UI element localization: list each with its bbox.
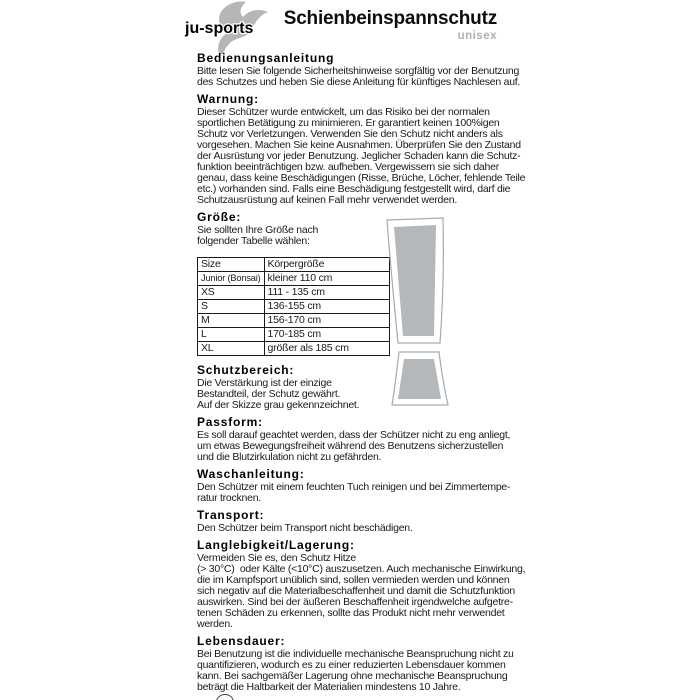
logo-text: ju-sports bbox=[185, 20, 254, 37]
text-line: Den Schützer beim Transport nicht beschädigen. bbox=[197, 522, 413, 534]
header-title-block bbox=[265, 7, 497, 43]
text-line: quantifizieren, wodurch es zu einer reduzierten Lebensdauer kommen bbox=[197, 659, 506, 671]
table-cell: größer als 185 cm bbox=[264, 342, 389, 356]
section-passform bbox=[197, 416, 519, 463]
table-cell: M bbox=[198, 314, 265, 328]
text-line: Es soll darauf geachtet werden, dass der Schützer nicht zu eng anliegt, bbox=[197, 429, 511, 441]
section-heading: Bedienungsanleitung bbox=[197, 51, 335, 65]
text-line: Schutzausrüstung auf keinen Fall mehr verwendet werden. bbox=[197, 194, 457, 206]
text-line: Sie sollten Ihre Größe nach bbox=[197, 224, 319, 236]
section-heading: Passform: bbox=[197, 415, 263, 429]
table-row bbox=[198, 314, 390, 328]
text-line: werden. bbox=[197, 618, 233, 630]
section-warnung bbox=[197, 92, 526, 206]
text-line: und die Blutzirkulation nicht zu gefährden. bbox=[197, 451, 382, 463]
section-bedienungsanleitung bbox=[197, 52, 519, 88]
table-cell: XL bbox=[198, 342, 265, 356]
section-transport bbox=[197, 509, 519, 534]
table-cell: S bbox=[198, 300, 265, 314]
section-heading: Größe: bbox=[197, 210, 242, 224]
table-cell: Junior (Bonsai) bbox=[198, 272, 265, 286]
text-line: Bestandteil, der Schutz gewährt. bbox=[197, 388, 341, 400]
text-line: Dieser Schützer wurde entwickelt, um das Risiko bei der normalen bbox=[197, 106, 490, 118]
text-line: ratur trocknen. bbox=[197, 492, 261, 504]
section-heading: Transport: bbox=[197, 508, 265, 522]
text-line: Schutz vor Verletzungen. Verwenden Sie den Schutz nicht anders als bbox=[197, 128, 503, 140]
table-cell: 170-185 cm bbox=[264, 328, 389, 342]
section-heading: Schutzbereich: bbox=[197, 363, 295, 377]
col-header-koerpergroesse: Körpergröße bbox=[264, 258, 389, 272]
text-line: die im Kampfsport unüblich sind, sollen vermieden werden und können bbox=[197, 574, 510, 586]
table-row bbox=[198, 272, 390, 286]
text-line: tenen Schäden zu erkennen, sollte das Produkt nicht mehr verwendet bbox=[197, 607, 505, 619]
text-line: der Ausrüstung vor jeder Benutzung. Jeglicher Schaden kann die Schutz- bbox=[197, 150, 521, 162]
shin-guard-illustration bbox=[382, 212, 458, 408]
size-table-body bbox=[198, 272, 390, 356]
document-body bbox=[197, 51, 526, 693]
text-line: sportlichen Betätigung zu minimieren. Er garantiert keinen 100%igen bbox=[197, 117, 500, 129]
text-line: sich negativ auf die Materialbeschaffenheit und damit die Schutzfunktion bbox=[197, 585, 516, 597]
section-langlebigkeit-lagerung bbox=[197, 538, 526, 630]
ju-sports-logo bbox=[183, 0, 275, 54]
col-header-size: Size bbox=[198, 258, 265, 272]
text-line: folgender Tabelle wählen: bbox=[197, 235, 310, 247]
text-line: Bei Benutzung ist die individuelle mechanische Beanspruchung nicht zu bbox=[197, 648, 514, 660]
table-cell: 136-155 cm bbox=[264, 300, 389, 314]
shin-guard-sketch-icon bbox=[382, 212, 458, 408]
table-row bbox=[198, 300, 390, 314]
section-body bbox=[197, 106, 526, 206]
table-row bbox=[198, 328, 390, 342]
text-line: um etwas Bewegungsfreiheit während des Benutzens sicherzustellen bbox=[197, 440, 504, 452]
section-body bbox=[197, 649, 519, 693]
text-line: vorgesehen. Machen Sie keine Ausnahmen. Überprüfen Sie den Zustand bbox=[197, 139, 521, 151]
text-line: Den Schützer mit einem feuchten Tuch reinigen und bei Zimmertempe- bbox=[197, 481, 511, 493]
text-line: des Schutzes und heben Sie diese Anleitung für künftiges Nachlesen auf. bbox=[197, 76, 521, 88]
size-table bbox=[197, 257, 390, 356]
table-cell: L bbox=[198, 328, 265, 342]
text-line: Auf der Skizze grau gekennzeichnet. bbox=[197, 399, 360, 411]
section-heading: Langlebigkeit/Lagerung: bbox=[197, 538, 355, 552]
section-waschanleitung bbox=[197, 468, 519, 504]
logo-swoosh-icon bbox=[183, 0, 275, 54]
section-body bbox=[197, 225, 519, 247]
table-cell: 156-170 cm bbox=[264, 314, 389, 328]
section-body bbox=[197, 430, 519, 463]
section-schutzbereich bbox=[197, 364, 519, 411]
section-heading: Waschanleitung: bbox=[197, 467, 305, 481]
text-line: Bitte lesen Sie folgende Sicherheitshinweise sorgfältig vor der Benutzung bbox=[197, 65, 520, 77]
care-symbol-partial-icon bbox=[216, 694, 234, 700]
section-groesse bbox=[197, 211, 519, 247]
text-line: genau, dass keine Beschädigungen (Risse, Brüche, Löcher, fehlende Teile bbox=[197, 172, 526, 184]
text-line: (> 30°C) oder Kälte (<10°C) auszusetzen. Auch mechanische Einwirkung, bbox=[197, 563, 526, 575]
page-subtitle: unisex bbox=[457, 30, 497, 42]
text-line: funktion beeinträchtigen bzw. aufheben. Vergewissern sie sich daher bbox=[197, 161, 499, 173]
text-line: auswirken. Sind bei der äußeren Beschaffenheit irgendwelche aufgetre- bbox=[197, 596, 513, 608]
table-row bbox=[198, 342, 390, 356]
section-heading: Warnung: bbox=[197, 92, 259, 106]
section-lebensdauer bbox=[197, 635, 519, 693]
section-body bbox=[197, 378, 519, 411]
section-body bbox=[197, 523, 519, 534]
table-cell: 111 - 135 cm bbox=[264, 286, 389, 300]
section-heading: Lebensdauer: bbox=[197, 634, 286, 648]
text-line: beträgt die Haltbarkeit der Materialien mindestens 10 Jahre. bbox=[197, 681, 461, 693]
page-title: Schienbeinspannschutz bbox=[283, 8, 497, 29]
text-line: etc.) vorhanden sind. Falls eine Beschädigung festgestellt wird, darf die bbox=[197, 183, 511, 195]
text-line: Die Verstärkung ist der einzige bbox=[197, 377, 332, 389]
text-line: kann. Bei sachgemäßer Lagerung ohne mechanische Beanspruchung bbox=[197, 670, 508, 682]
section-body bbox=[197, 66, 519, 88]
section-body bbox=[197, 482, 519, 504]
section-body bbox=[197, 552, 526, 630]
table-row bbox=[198, 286, 390, 300]
table-cell: XS bbox=[198, 286, 265, 300]
text-line: Vermeiden Sie es, den Schutz Hitze bbox=[197, 552, 357, 564]
table-header-row bbox=[198, 258, 390, 272]
table-cell: kleiner 110 cm bbox=[264, 272, 389, 286]
